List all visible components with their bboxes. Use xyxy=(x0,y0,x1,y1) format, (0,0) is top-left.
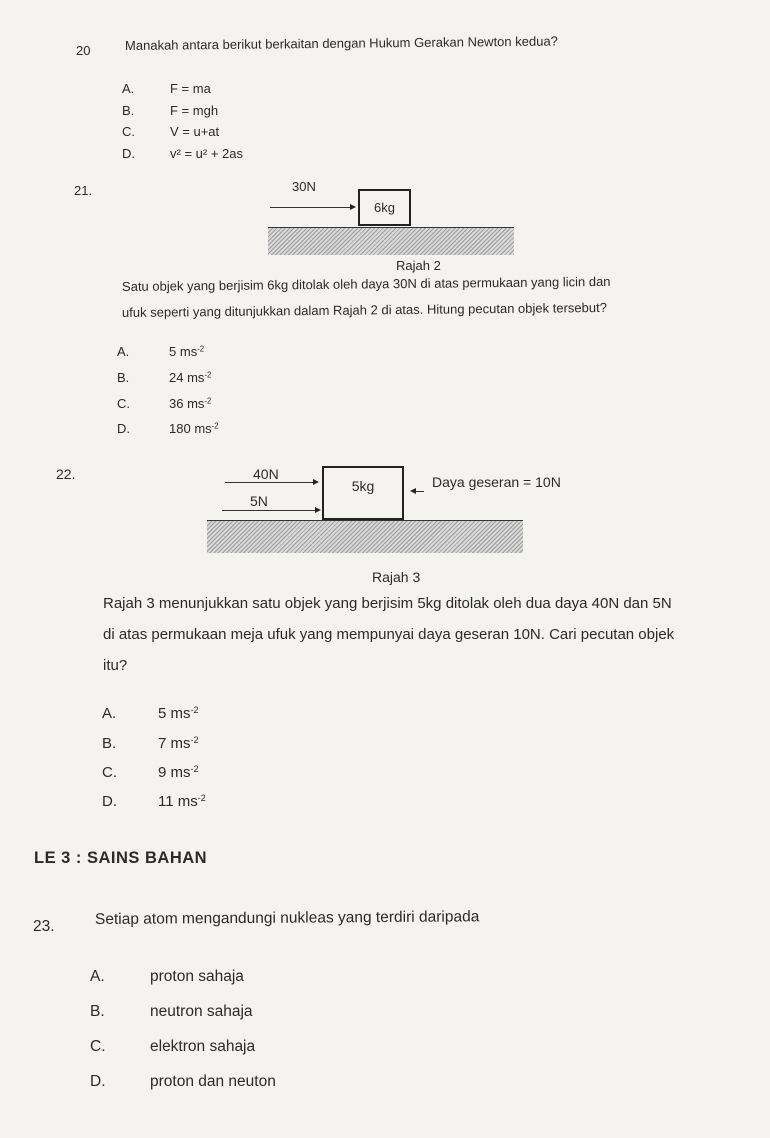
option-value: 7 xyxy=(158,735,167,752)
q22-friction-arrow-line xyxy=(414,491,424,492)
q21-question-line-2: ufuk seperti yang ditunjukkan dalam Rajah 2 di atas. Hitung pecutan objek tersebut? xyxy=(121,299,607,320)
option-exponent: -2 xyxy=(190,735,199,746)
q22-force2-arrowhead xyxy=(315,507,321,513)
option-unit: ms xyxy=(179,344,198,359)
option-value: 36 xyxy=(169,396,184,411)
q23-question-text: Setiap atom mengandungi nukleas yang terdiri daripada xyxy=(94,908,480,928)
option-text: proton sahaja xyxy=(150,968,244,985)
option-unit: ms xyxy=(170,705,191,722)
option-value: 5 xyxy=(158,705,167,722)
q20-option-d[interactable] xyxy=(122,146,243,161)
q22-number: 22. xyxy=(56,466,76,482)
option-letter: C. xyxy=(122,124,135,139)
q21-mass-label: 6kg xyxy=(374,200,395,215)
option-exponent: -2 xyxy=(190,705,199,716)
q21-force-arrowhead xyxy=(350,204,356,210)
option-letter: A. xyxy=(90,968,105,985)
option-text: V = u+at xyxy=(170,124,220,139)
option-text: F = mgh xyxy=(170,103,219,118)
q22-surface-hatch xyxy=(207,521,523,553)
option-value: 180 xyxy=(169,421,191,436)
option-unit: ms xyxy=(177,793,198,810)
option-exponent: -2 xyxy=(204,370,212,380)
option-letter: D. xyxy=(90,1073,106,1090)
q22-mass-label: 5kg xyxy=(351,478,375,494)
option-letter: C. xyxy=(102,764,117,781)
option-unit: ms xyxy=(187,370,205,385)
option-letter: C. xyxy=(117,396,130,411)
option-value: 9 xyxy=(158,764,167,781)
option-letter: B. xyxy=(102,735,117,752)
q21-force-arrow-line xyxy=(270,207,354,208)
option-unit: ms xyxy=(187,396,205,411)
q22-force2-label: 5N xyxy=(250,493,268,509)
q22-friction-label: Daya geseran = 10N xyxy=(432,474,561,490)
q21-option-c[interactable] xyxy=(117,396,211,411)
q23-number: 23. xyxy=(33,918,55,935)
q23-option-d[interactable] xyxy=(90,1073,276,1091)
option-exponent: -2 xyxy=(211,421,219,431)
q21-force-label: 30N xyxy=(292,179,316,194)
option-value: 5 xyxy=(169,344,177,359)
q23-option-b[interactable] xyxy=(90,1003,253,1021)
option-letter: C. xyxy=(90,1038,106,1055)
q22-figure-caption: Rajah 3 xyxy=(372,569,421,585)
option-letter: B. xyxy=(122,103,135,118)
q21-surface-hatch xyxy=(268,228,514,255)
q22-force2-arrow-line xyxy=(222,510,319,511)
q21-option-d[interactable] xyxy=(117,421,219,436)
option-letter: B. xyxy=(90,1003,105,1020)
q20-option-c[interactable] xyxy=(122,124,219,139)
q22-force1-label: 40N xyxy=(253,466,279,482)
option-letter: D. xyxy=(102,793,117,810)
option-value: 11 xyxy=(158,793,174,810)
q22-question-line-2: di atas permukaan meja ufuk yang mempunyai daya geseran 10N. Cari pecutan objek xyxy=(103,626,675,643)
option-exponent: -2 xyxy=(204,396,212,406)
option-exponent: -2 xyxy=(197,344,205,354)
q21-question-line-1: Satu objek yang berjisim 6kg ditolak oleh daya 30N di atas permukaan yang licin dan xyxy=(121,273,611,294)
q21-number: 21. xyxy=(74,183,93,198)
q23-option-a[interactable] xyxy=(90,968,244,986)
q23-option-c[interactable] xyxy=(90,1038,255,1056)
option-value: 24 xyxy=(169,370,184,385)
q20-option-a[interactable] xyxy=(122,81,211,96)
section-heading: LE 3 : SAINS BAHAN xyxy=(34,849,208,867)
q22-force1-arrowhead xyxy=(313,479,319,485)
option-text: F = ma xyxy=(170,81,211,96)
option-text: proton dan neuton xyxy=(150,1073,276,1090)
q21-option-a[interactable] xyxy=(117,344,204,359)
option-unit: ms xyxy=(170,764,191,781)
option-exponent: -2 xyxy=(197,793,206,804)
option-text: elektron sahaja xyxy=(150,1038,256,1055)
q22-option-a[interactable] xyxy=(102,705,199,722)
q22-force1-arrow-line xyxy=(225,482,317,483)
option-letter: A. xyxy=(117,344,130,359)
option-exponent: -2 xyxy=(190,764,199,775)
option-letter: B. xyxy=(117,370,130,385)
q22-option-b[interactable] xyxy=(102,735,199,752)
option-letter: A. xyxy=(102,705,117,722)
q20-option-b[interactable] xyxy=(122,103,218,118)
q21-figure-caption: Rajah 2 xyxy=(396,258,441,273)
option-letter: D. xyxy=(117,421,130,436)
q22-question-line-1: Rajah 3 menunjukkan satu objek yang berjisim 5kg ditolak oleh dua daya 40N dan 5N xyxy=(103,595,672,612)
option-unit: ms xyxy=(194,421,212,436)
q22-option-c[interactable] xyxy=(102,764,199,781)
option-unit: ms xyxy=(170,735,191,752)
q21-option-b[interactable] xyxy=(117,370,211,385)
q22-option-d[interactable] xyxy=(102,793,206,810)
option-text: neutron sahaja xyxy=(150,1003,253,1020)
option-text: v² = u² + 2as xyxy=(170,146,243,161)
q20-question-text: Manakah antara berikut berkaitan dengan Hukum Gerakan Newton kedua? xyxy=(124,33,558,53)
option-letter: A. xyxy=(122,81,135,96)
q21-mass-box xyxy=(358,189,411,226)
q20-number: 20 xyxy=(76,43,91,58)
option-letter: D. xyxy=(122,146,135,161)
q22-question-line-3: itu? xyxy=(103,657,128,674)
q22-mass-box xyxy=(322,466,404,520)
